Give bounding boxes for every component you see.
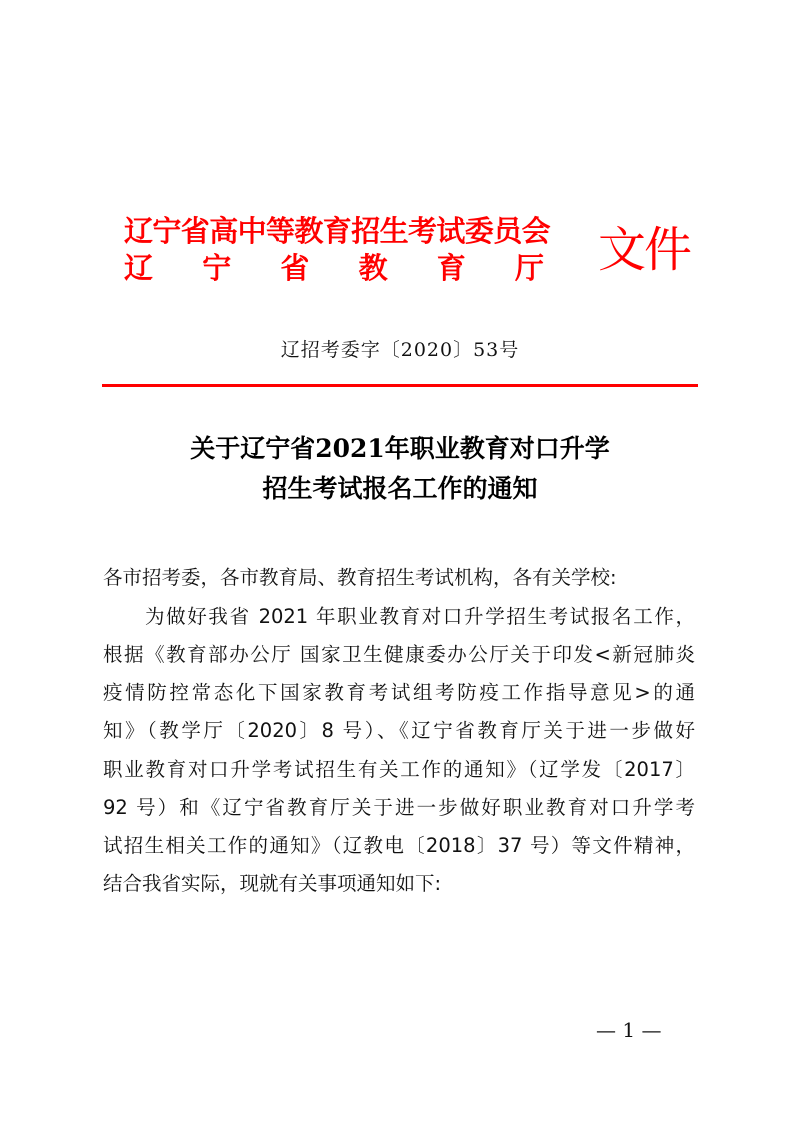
issuer-line-2-char: 辽 [124, 251, 154, 285]
doc-title-line-1: 关于辽宁省2021年职业教育对口升学 [190, 434, 610, 463]
issuer-line-2-char: 育 [436, 251, 466, 285]
doc-type-label: 文件 [598, 222, 691, 278]
page-number: — 1 — [596, 1018, 662, 1042]
issuer-line-2-char: 省 [280, 251, 310, 285]
issuer-line-2-char: 厅 [514, 251, 544, 285]
body-line: 结合我省实际，现就有关事项通知如下: [103, 872, 442, 895]
salutation: 各市招考委，各市教育局、教育招生考试机构，各有关学校: [103, 566, 617, 589]
body-line: 为做好我省 2021 年职业教育对口升学招生考试报名工作， [145, 605, 695, 628]
issuer-line-2-char: 宁 [202, 251, 232, 285]
doc-title-line-2: 招生考试报名工作的通知 [262, 474, 538, 503]
issuer-line-1: 辽宁省高中等教育招生考试委员会 [124, 214, 551, 248]
body-line: 92 号）和《辽宁省教育厅关于进一步做好职业教育对口升学考 [103, 796, 695, 819]
body-line: 职业教育对口升学考试招生有关工作的通知》（辽学发〔2017〕 [103, 758, 695, 781]
body-line: 试招生相关工作的通知》（辽教电〔2018〕37 号）等文件精神， [103, 834, 695, 857]
body-line: 知》（教学厅〔2020〕8 号）、《辽宁省教育厅关于进一步做好 [103, 719, 695, 742]
red-divider [102, 384, 698, 387]
body-line: 根据《教育部办公厅 国家卫生健康委办公厅关于印发<新冠肺炎 [103, 643, 695, 666]
document-number: 辽招考委字〔2020〕53号 [280, 339, 520, 361]
issuer-line-2-char: 教 [358, 251, 388, 285]
body-line: 疫情防控常态化下国家教育考试组考防疫工作指导意见>的通 [103, 681, 695, 704]
issuer-line-2 [124, 250, 544, 286]
